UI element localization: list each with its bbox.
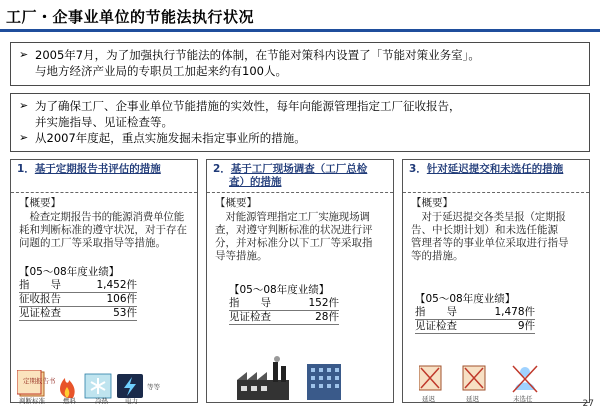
factory-icon (237, 356, 289, 400)
cold-heat-label: 冷热 (95, 397, 108, 405)
perf-row: 指 导 152件 (229, 297, 339, 309)
unselected-label: 未选任 (513, 395, 533, 403)
fire-icon (60, 378, 75, 398)
factory-icons-group (237, 356, 367, 402)
late-document-icon (419, 366, 441, 390)
card-heading: 2．基于工厂现场调查（工厂总检 查）的措施 (207, 160, 393, 193)
perf-row: 见证检查 53件 (19, 307, 137, 319)
snowflake-icon (85, 374, 111, 398)
bullet-item: ➢ 为了确保工厂、企事业单位节能措施的实效性，每年向能源管理指定工厂征收报告， (19, 99, 461, 113)
perf-row: 指 导 1,478件 (415, 306, 535, 318)
delay-icons-group (419, 364, 579, 394)
measure-card-3 (402, 159, 590, 403)
fuel-label: 燃料 (63, 397, 76, 405)
perf-row: 征收报告 106件 (19, 293, 137, 305)
page-number: 27 (582, 399, 594, 409)
page-title: 工厂・企事业单位的节能法执行状况 (6, 8, 255, 26)
etc-label: 等等 (147, 383, 160, 391)
power-label: 电力 (125, 397, 138, 405)
card-performance: 【05～08年度业绩】 指 导 152件 见证检查 28件 (229, 284, 339, 323)
bullet-item-cont: 并实施指导、见证检查等。 (35, 115, 173, 129)
perf-row: 见证检查 28件 (229, 311, 339, 323)
arrow-bullet-icon: ➢ (19, 131, 29, 144)
perf-row: 见证检查 9件 (415, 320, 535, 332)
title-underline (0, 29, 600, 32)
card-summary: 【概要】 检查定期报告书的能源消费单位能 耗和判断标准的遵守状况，对于存在 问题的工厂等采取指导等措施。 (19, 197, 187, 249)
measure-card-1 (10, 159, 198, 403)
bullet-box-top (10, 42, 590, 86)
card-heading: 1．基于定期报告书评估的措施 (11, 160, 197, 193)
perf-row: 指 导 1,452件 (19, 279, 137, 291)
arrow-bullet-icon: ➢ (19, 99, 29, 112)
late-label: 延迟 (466, 395, 479, 403)
card-summary: 【概要】 对于延迟提交各类呈报（定期报 告、中长期计划）和未选任能源 管理者等的事业单位采取进行指导 等的措施。 (411, 197, 569, 262)
measure-card-2 (206, 159, 394, 403)
building-icon (307, 364, 341, 400)
late-document-icon (463, 366, 485, 390)
unselected-person-icon (513, 366, 537, 392)
bullet-item: ➢ 从2007年度起，重点实施发掘未指定事业所的措施。 (19, 131, 306, 145)
card-summary: 【概要】 对能源管理指定工厂实施现场调 查，对遵守判断标准的状况进行评 分，并对标准分以下工厂等采取指 导等措施。 (215, 197, 373, 262)
bullet-box-mid (10, 93, 590, 152)
card-performance: 【05～08年度业绩】 指 导 1,478件 见证检查 9件 (415, 293, 535, 332)
bullet-item: ➢ 2005年7月，为了加强执行节能法的体制，在节能对策科内设置了「节能对策业务室」。 (19, 48, 480, 62)
arrow-bullet-icon: ➢ (19, 48, 29, 61)
report-doc-label: 定期报告书 (23, 377, 56, 385)
title-bar (0, 0, 600, 33)
card-heading: 3．针对延迟提交和未选任的措施 (403, 160, 589, 193)
late-label: 延迟 (422, 395, 435, 403)
card-performance: 【05～08年度业绩】 指 导 1,452件 征收报告 106件 见证检查 53件 (19, 266, 137, 319)
bullet-item-cont: 与地方经济产业局的专职员工加起来约有100人。 (35, 64, 287, 78)
electricity-icon (117, 374, 143, 398)
judge-label: 判断标准 (19, 397, 45, 405)
